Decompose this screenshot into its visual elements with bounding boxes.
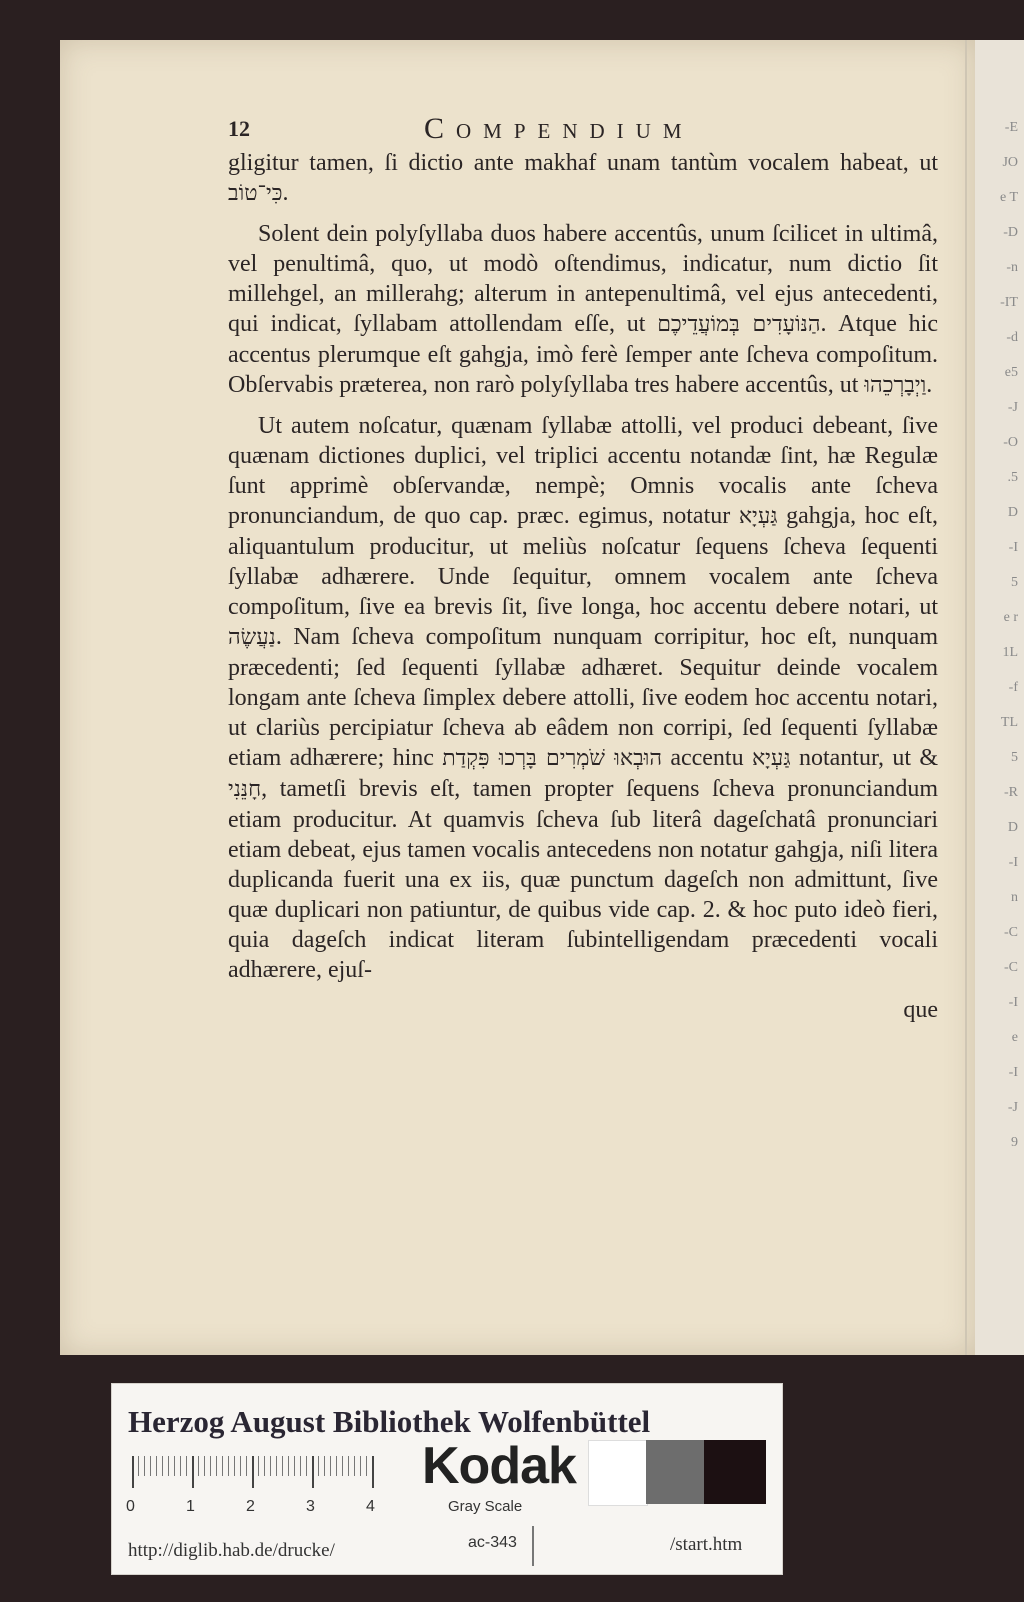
ruler-tick	[366, 1456, 367, 1476]
ruler-tick	[204, 1456, 205, 1476]
body-text	[228, 148, 938, 1035]
shelfmark-code: ac-343	[468, 1534, 517, 1551]
white-swatch	[588, 1440, 648, 1506]
facing-page-fragment: -IT	[1000, 295, 1018, 310]
paragraph-text: . Nam ſcheva compoſitum nunquam corripitur, hoc eſt, nunquam præcedenti; ſed ſequenti ſyllabæ adhæret. Sequitur deinde vocalem longam ante ſcheva ſimplex debere attolli, ſive eodem hoc accentu notari, ut clariùs percipiatur ſcheva ab eâdem non corripi, ſed ſequenti ſyllabæ etiam adhærere; hinc	[228, 624, 938, 771]
paragraph-1	[228, 148, 938, 209]
ruler-tick	[270, 1456, 271, 1476]
scale-number: 0	[126, 1498, 135, 1515]
ruler-tick	[342, 1456, 343, 1476]
facing-page-fragment: -n	[1006, 260, 1018, 275]
ruler-tick	[354, 1456, 355, 1476]
paragraph-text: accentu	[661, 745, 752, 771]
paragraph-text: gligitur tamen, ſi dictio ante makhaf unam tantùm vocalem habeat, ut	[228, 150, 938, 176]
separator	[532, 1526, 534, 1566]
ruler-tick	[216, 1456, 217, 1476]
gray-swatch	[646, 1440, 704, 1504]
paragraph-3	[228, 411, 938, 985]
ruler-tick	[162, 1456, 163, 1476]
ruler-tick	[300, 1456, 301, 1476]
facing-page-fragment: -O	[1003, 435, 1018, 450]
facing-page-fragment: .5	[1007, 470, 1018, 485]
ruler-tick	[294, 1456, 295, 1476]
paragraph-text: , tametſi brevis eſt, tamen propter ſequens ſcheva pronunciandum etiam producitur. At quamvis ſcheva ſub literâ dageſchatâ pronunciari etiam debeat, ejus tamen vocalis antecedens non notatur gahgja, niſi litera duplicanda fuerit una ex iis, quæ punctum dageſch non admittunt, ſive quæ duplicari non patiuntur, de quibus vide cap. 2. & hoc puto ideò fieri, quia dageſch indicat literam ſubintelligendam præcedenti vocali adhærere, ejuſ-	[228, 776, 938, 983]
facing-page-fragment: -C	[1004, 925, 1018, 940]
ruler-tick	[336, 1456, 337, 1476]
facing-page-fragment: D	[1007, 820, 1018, 835]
url-right: /start.htm	[670, 1534, 743, 1555]
ruler-tick	[222, 1456, 223, 1476]
facing-page-fragment: n	[1011, 890, 1018, 905]
ruler-tick	[306, 1456, 307, 1476]
facing-page-fragment: -d	[1006, 330, 1018, 345]
gray-scale-label: Gray Scale	[448, 1498, 523, 1515]
facing-page-fragment: D	[1007, 505, 1018, 520]
hebrew-word: חָנֵּנִי	[228, 777, 262, 802]
facing-page-fragment: -f	[1008, 680, 1018, 695]
paragraph-text: . Atque hic accentus plerumque eſt gahgja, imò ferè ſemper ante ſcheva compoſitum. Obſervabis præterea, non rarò polyſyllaba tres habere accentûs, ut	[228, 311, 938, 398]
catchword: que	[903, 997, 938, 1023]
facing-page-fragment: -C	[1004, 960, 1018, 975]
ruler-tick	[198, 1456, 199, 1476]
ruler-tick	[210, 1456, 211, 1476]
paragraph-text: Ut autem noſcatur, quænam ſyllabæ attolli, vel produci debeant, ſive quænam dictiones duplici, vel triplici accentu notandæ ſint, hæ Regulæ ſunt apprimè obſervandæ, nempè; Omnis vocalis ante ſcheva pronunciandum, de quo cap. præc. egimus, notatur	[228, 413, 938, 529]
ruler-tick	[132, 1456, 134, 1488]
ruler-tick	[288, 1456, 289, 1476]
ruler-tick	[138, 1456, 139, 1476]
ruler-tick	[318, 1456, 319, 1476]
ruler-tick	[312, 1456, 314, 1488]
scale-ruler	[132, 1456, 412, 1492]
black-swatch	[704, 1440, 766, 1504]
hebrew-word: וַיְבָרְכֵהוּ	[864, 373, 927, 398]
page-number: 12	[228, 116, 250, 141]
paragraph-2: Solent dein polyſyllaba duos habere accentûs, unum ſcilicet in ultimâ, vel penultimâ, quo, ut modò oſtendimus, indicatur, num dictio ſit millehgel, an millerahg; alterum in antepenultimâ, vel ejus antecedenti, qui indicat, ſyllabam attollendam eſſe, ut הַנּוֹעָדִים בְּמוֹעֲדֵיכֶם. Atque hic accentus plerumque eſt gahgja, imò ferè ſemper ante ſcheva compoſitum. Obſervabis præterea, non rarò polyſyllaba tres habere accentûs, ut וַיְבָרְכֵהוּ.	[228, 221, 938, 398]
ruler-tick	[348, 1456, 349, 1476]
ruler-tick	[324, 1456, 325, 1476]
hebrew-word-list: הוּבְאוּ שֹׁמְרִים בָּרְכוּ פִּקְדַת	[442, 746, 662, 771]
gutter-line	[965, 40, 967, 1355]
hebrew-word: כִּי־טוֹב	[228, 181, 283, 206]
facing-page-fragment: -J	[1007, 400, 1018, 415]
facing-page-edge	[975, 40, 1024, 1355]
facing-page-fragment: -R	[1004, 785, 1018, 800]
ruler-tick	[240, 1456, 241, 1476]
facing-page-fragment: e	[1011, 1030, 1018, 1045]
ruler-tick	[192, 1456, 194, 1488]
hebrew-word: הַנּוֹעָדִים בְּמוֹעֲדֵיכֶם	[657, 312, 821, 337]
facing-page-fragment: 1L	[1002, 645, 1018, 660]
ruler-tick	[144, 1456, 145, 1476]
ruler-tick	[228, 1456, 229, 1476]
running-head: Compendium	[424, 112, 694, 145]
facing-page-fragment: e r	[1003, 610, 1018, 625]
library-title: Herzog August Bibliothek Wolfenbüttel	[128, 1404, 651, 1439]
hebrew-word: גַּעְיָא	[738, 504, 778, 529]
paragraph-text: gahgja, hoc eſt, aliquantulum producitur, ut meliùs noſcatur ſequens ſcheva ſequenti ſyllabæ adhærere. Unde ſequitur, omnem vocalem ante ſcheva compoſitum, ſive ea brevis ſit, ſive longa, hoc accentu debere notari, ut	[228, 503, 938, 620]
hebrew-word: גַּעְיָא	[751, 746, 791, 771]
ruler-tick	[234, 1456, 235, 1476]
ruler-tick	[252, 1456, 254, 1488]
ruler-tick	[180, 1456, 181, 1476]
url-left: http://diglib.hab.de/drucke/	[128, 1540, 335, 1561]
hebrew-word: נַעֲשֶׂה	[228, 625, 276, 650]
scale-number: 2	[246, 1498, 255, 1515]
facing-page-fragment: JO	[1002, 155, 1018, 170]
kodak-logo: Kodak	[422, 1437, 576, 1495]
facing-page-fragment: -E	[1004, 120, 1018, 135]
facing-page-fragment: 9	[1011, 1135, 1018, 1150]
library-color-card	[111, 1383, 783, 1575]
facing-page-fragment: -I	[1008, 855, 1018, 870]
ruler-tick	[186, 1456, 187, 1476]
ruler-tick	[330, 1456, 331, 1476]
ruler-tick	[258, 1456, 259, 1476]
paragraph-text: notantur, ut &	[790, 745, 938, 771]
facing-page-fragment: -I	[1008, 540, 1018, 555]
ruler-tick	[276, 1456, 277, 1476]
ruler-tick	[372, 1456, 374, 1488]
facing-page-fragment: -I	[1008, 1065, 1018, 1080]
ruler-tick	[246, 1456, 247, 1476]
page-header	[228, 112, 948, 144]
ruler-tick	[282, 1456, 283, 1476]
ruler-tick	[168, 1456, 169, 1476]
facing-page-fragment: -J	[1007, 1100, 1018, 1115]
facing-page-fragment: TL	[1000, 715, 1018, 730]
paragraph-text: .	[282, 180, 289, 206]
facing-page-fragment: -D	[1003, 225, 1018, 240]
scale-number: 4	[366, 1498, 375, 1515]
ruler-tick	[264, 1456, 265, 1476]
facing-page-fragment: 5	[1011, 575, 1018, 590]
ruler-tick	[150, 1456, 151, 1476]
scale-number: 3	[306, 1498, 315, 1515]
facing-page-fragment: -I	[1008, 995, 1018, 1010]
ruler-tick	[174, 1456, 175, 1476]
ruler-tick	[360, 1456, 361, 1476]
facing-page-fragment: 5	[1011, 750, 1018, 765]
ruler-tick	[156, 1456, 157, 1476]
scale-number: 1	[186, 1498, 195, 1515]
paragraph-text: Solent dein polyſyllaba duos habere accentûs, unum ſcilicet in ultimâ, vel penultimâ, quo, ut modò oſtendimus, indicatur, num dictio ſit millehgel, an millerahg; alterum in antepenultimâ, vel ejus antecedenti, qui indicat, ſyllabam attollendam eſſe, ut	[228, 221, 938, 337]
facing-page-fragment: e T	[999, 190, 1018, 205]
facing-page-fragment: e5	[1004, 365, 1018, 380]
